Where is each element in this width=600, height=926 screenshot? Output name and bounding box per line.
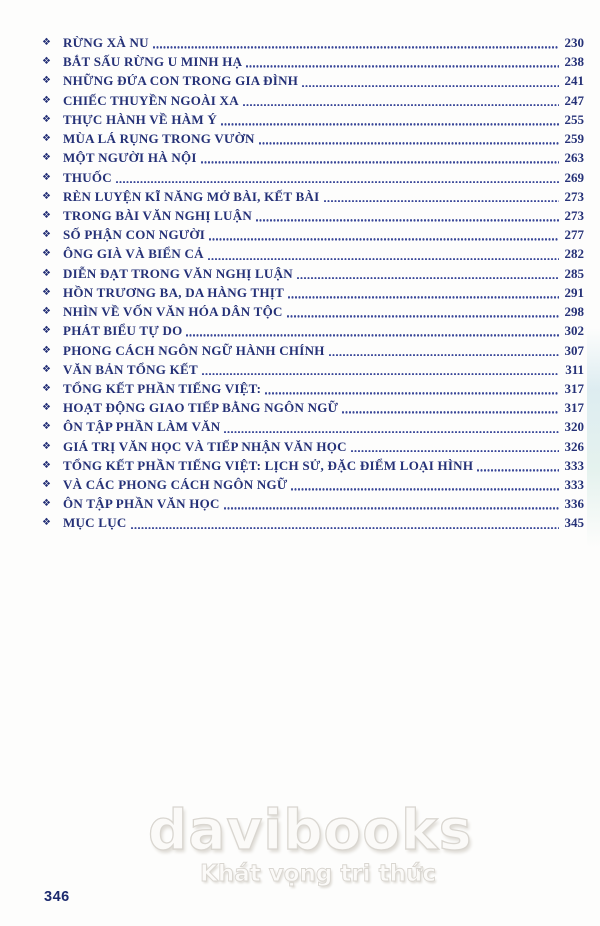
diamond-bullet-icon: ❖ [42, 133, 51, 145]
toc-entry-page: 273 [564, 207, 584, 223]
toc-entry-title: PHÁT BIỂU TỰ DO [63, 323, 183, 339]
toc-entry-page: 333 [564, 457, 584, 473]
toc-entry-title: MỤC LỤC [63, 515, 127, 531]
dotted-leader [297, 277, 559, 280]
dotted-leader [302, 85, 559, 88]
toc-entry [42, 398, 584, 417]
toc-entry [42, 494, 584, 513]
toc-entry-title: BẮT SẤU RỪNG U MINH HẠ [63, 54, 243, 70]
toc-entry-page: 336 [564, 496, 584, 512]
toc-entry [42, 302, 584, 321]
diamond-bullet-icon: ❖ [42, 286, 51, 298]
toc-entry [42, 206, 584, 225]
toc-entry [42, 52, 584, 71]
toc-entry [42, 341, 584, 360]
toc-entry [42, 187, 584, 206]
toc-entry-title: VÀ CÁC PHONG CÁCH NGÔN NGỮ [63, 477, 288, 493]
diamond-bullet-icon: ❖ [42, 479, 51, 491]
toc-entry [42, 71, 584, 90]
toc-entry-page: 241 [564, 73, 584, 89]
dotted-leader [208, 258, 559, 261]
toc-entry [42, 360, 584, 379]
dotted-leader [202, 373, 559, 376]
dotted-leader [209, 238, 559, 241]
toc-entry-title: MỘT NGƯỜI HÀ NỘI [63, 150, 197, 166]
toc-entry [42, 225, 584, 244]
toc-entry-page: 307 [564, 342, 584, 358]
toc-entry-page: 326 [564, 438, 584, 454]
diamond-bullet-icon: ❖ [42, 229, 51, 241]
toc-entry-title: THUỐC [63, 169, 112, 185]
dotted-leader [342, 411, 559, 414]
toc-entry [42, 129, 584, 148]
toc-entry-title: HOẠT ĐỘNG GIAO TIẾP BẰNG NGÔN NGỮ [63, 400, 339, 416]
dotted-leader [224, 507, 559, 510]
dotted-leader [201, 161, 559, 164]
toc-entry [42, 417, 584, 436]
diamond-bullet-icon: ❖ [42, 325, 51, 337]
toc-entry [42, 283, 584, 302]
toc-entry-title: GIÁ TRỊ VĂN HỌC VÀ TIẾP NHẬN VĂN HỌC [63, 438, 347, 454]
toc-entry [42, 264, 584, 283]
toc-entry [42, 456, 584, 475]
toc-entry-title: NHÌN VỀ VỐN VĂN HÓA DÂN TỘC [63, 304, 283, 320]
dotted-leader [329, 354, 559, 357]
toc-entry-title: VĂN BẢN TỔNG KẾT [63, 361, 198, 377]
toc-entry [42, 244, 584, 263]
toc-entry-title: RÈN LUYỆN KĨ NĂNG MỞ BÀI, KẾT BÀI [63, 188, 320, 204]
dotted-leader [224, 431, 559, 434]
toc-entry [42, 148, 584, 167]
toc-entry [42, 379, 584, 398]
diamond-bullet-icon: ❖ [42, 267, 51, 279]
diamond-bullet-icon: ❖ [42, 382, 51, 394]
toc-entry-title: THỰC HÀNH VỀ HÀM Ý [63, 111, 217, 127]
dotted-leader [324, 200, 560, 203]
toc-entry-page: 291 [564, 284, 584, 300]
toc-entry [42, 33, 584, 52]
toc-entry-page: 273 [564, 188, 584, 204]
toc-entry-title: HỒN TRƯƠNG BA, DA HÀNG THỊT [63, 284, 285, 300]
diamond-bullet-icon: ❖ [42, 209, 51, 221]
toc-entry-title: TỔNG KẾT PHẦN TIẾNG VIỆT: LỊCH SỬ, ĐẶC ĐIỂM LOẠI HÌNH [63, 457, 474, 473]
diamond-bullet-icon: ❖ [42, 402, 51, 414]
diamond-bullet-icon: ❖ [42, 459, 51, 471]
toc-entry-title: RỪNG XÀ NU [63, 35, 149, 50]
diamond-bullet-icon: ❖ [42, 113, 51, 125]
dotted-leader [291, 488, 559, 491]
diamond-bullet-icon: ❖ [42, 306, 51, 318]
toc-entry [42, 321, 584, 340]
diamond-bullet-icon: ❖ [42, 152, 51, 164]
toc-entry-page: 317 [564, 400, 584, 416]
toc-entry-title: TỔNG KẾT PHẦN TIẾNG VIỆT: [63, 380, 262, 396]
toc-entry [42, 513, 584, 532]
toc-entry-title: ÔN TẬP PHẦN LÀM VĂN [63, 419, 221, 435]
toc-entry-page: 238 [564, 54, 584, 70]
dotted-leader [477, 469, 559, 472]
toc-entry-title: PHONG CÁCH NGÔN NGỮ HÀNH CHÍNH [63, 342, 325, 358]
toc-entry-page: 255 [564, 111, 584, 127]
toc-entry-page: 345 [564, 515, 584, 531]
dotted-leader [131, 527, 560, 530]
dotted-leader [288, 296, 559, 299]
toc-entry-page: 302 [564, 323, 584, 339]
toc-entry-page: 317 [564, 380, 584, 396]
toc-entry-page: 285 [564, 265, 584, 281]
toc-entry-page: 247 [564, 92, 584, 108]
diamond-bullet-icon: ❖ [42, 344, 51, 356]
watermark [148, 798, 473, 887]
dotted-leader [243, 104, 559, 107]
toc-entry-page: 277 [564, 227, 584, 243]
diamond-bullet-icon: ❖ [42, 440, 51, 452]
dotted-leader [265, 392, 559, 395]
toc-entry [42, 91, 584, 110]
watermark-tagline: Khát vọng tri thức [200, 861, 436, 887]
diamond-bullet-icon: ❖ [42, 517, 51, 529]
diamond-bullet-icon: ❖ [42, 56, 51, 68]
toc-entry-page: 269 [564, 169, 584, 185]
toc-entry-title: DIỄN ĐẠT TRONG VĂN NGHỊ LUẬN [63, 265, 293, 281]
toc-entry-page: 282 [564, 246, 584, 262]
dotted-leader [351, 450, 559, 453]
toc-entry [42, 110, 584, 129]
toc-entry-title: TRONG BÀI VĂN NGHỊ LUẬN [63, 207, 252, 223]
dotted-leader [256, 219, 559, 222]
toc-entry [42, 437, 584, 456]
dotted-leader [246, 65, 559, 68]
diamond-bullet-icon: ❖ [42, 75, 51, 87]
dotted-leader [153, 46, 559, 49]
toc-entry-page: 259 [564, 131, 584, 147]
toc-entry-title: SỐ PHẬN CON NGƯỜI [63, 227, 206, 243]
dotted-leader [287, 315, 559, 318]
toc-entry-page: 298 [564, 304, 584, 320]
diamond-bullet-icon: ❖ [42, 363, 51, 375]
dotted-leader [186, 334, 559, 337]
dotted-leader [116, 181, 559, 184]
toc-entry-page: 230 [564, 35, 584, 50]
toc-entry-title: ÔNG GIÀ VÀ BIỂN CẢ [63, 246, 204, 262]
scan-edge-artifact [587, 328, 600, 548]
toc-entry [42, 475, 584, 494]
watermark-brand-logo: davibooks [148, 798, 473, 862]
dotted-leader [259, 142, 559, 145]
toc-list [42, 33, 584, 533]
diamond-bullet-icon: ❖ [42, 190, 51, 202]
diamond-bullet-icon: ❖ [42, 498, 51, 510]
diamond-bullet-icon: ❖ [42, 37, 51, 48]
toc-entry-page: 333 [564, 477, 584, 493]
toc-entry-title: MÙA LÁ RỤNG TRONG VƯỜN [63, 131, 255, 147]
diamond-bullet-icon: ❖ [42, 421, 51, 433]
diamond-bullet-icon: ❖ [42, 248, 51, 260]
toc-entry-page: 263 [564, 150, 584, 166]
toc-entry-title: CHIẾC THUYỀN NGOÀI XA [63, 92, 239, 108]
diamond-bullet-icon: ❖ [42, 94, 51, 106]
toc-entry-page: 320 [564, 419, 584, 435]
page-number: 346 [44, 889, 70, 905]
toc-entry [42, 168, 584, 187]
dotted-leader [221, 123, 559, 126]
toc-entry-title: NHỮNG ĐỨA CON TRONG GIA ĐÌNH [63, 73, 299, 89]
toc-entry-title: ÔN TẬP PHẦN VĂN HỌC [63, 496, 220, 512]
toc-entry-page: 311 [565, 361, 584, 377]
diamond-bullet-icon: ❖ [42, 171, 51, 183]
